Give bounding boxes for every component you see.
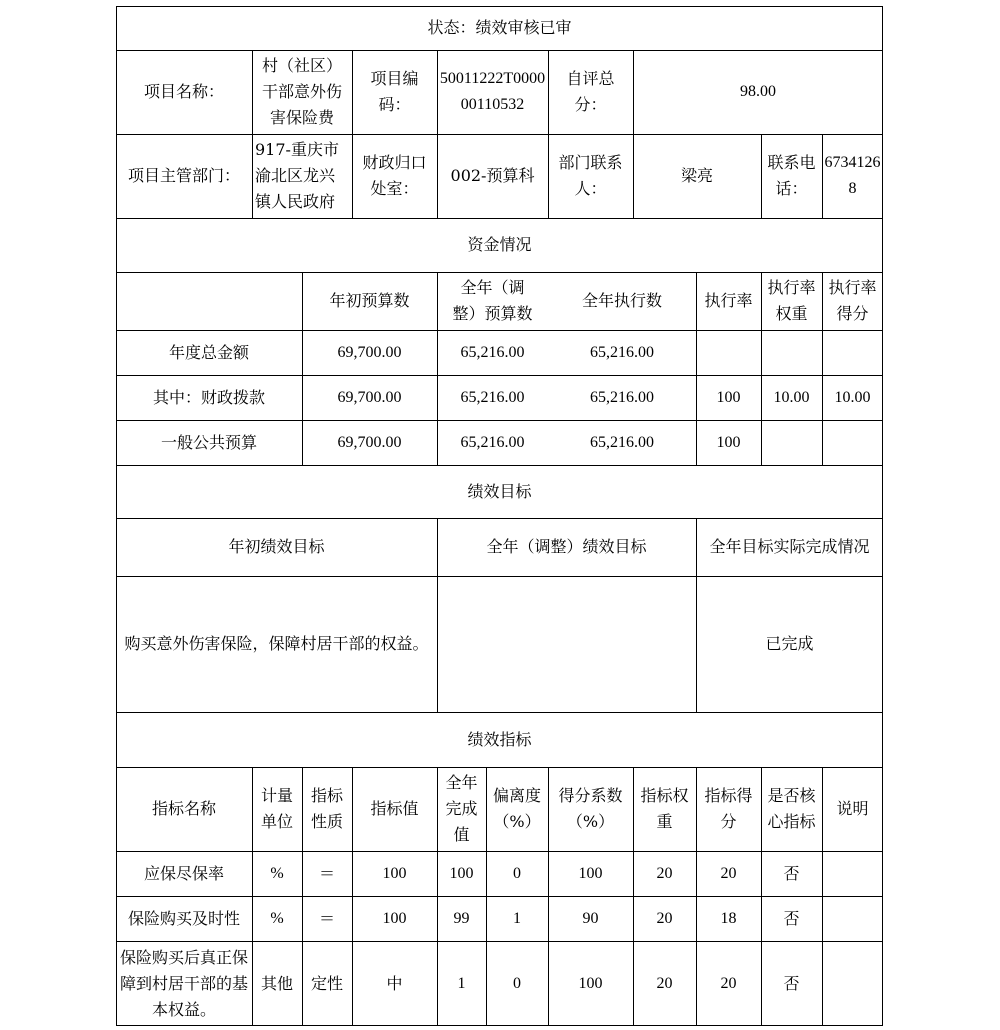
funds-cell	[696, 330, 761, 375]
goal-adjusted-value	[437, 576, 696, 712]
indicator-header: 指标权重	[640, 786, 689, 831]
indicator-header: 指标性质	[310, 786, 343, 831]
indicator-cell: 0	[513, 974, 521, 992]
indicator-header: 是否核心指标	[767, 786, 816, 831]
indicator-cell: 否	[783, 908, 800, 928]
indicator-cell: 否	[783, 973, 800, 993]
department-value: 917-重庆市渝北区龙兴镇人民政府	[255, 140, 339, 211]
funds-header-weight: 执行率权重	[767, 278, 816, 323]
funds-cell: 65,216.00	[590, 343, 654, 361]
indicator-cell: 定性	[310, 973, 343, 993]
contact-value: 梁亮	[680, 166, 713, 185]
indicator-name: 应保尽保率	[143, 863, 224, 883]
indicator-cell: %	[270, 909, 284, 927]
indicators-section-title: 绩效指标	[467, 729, 532, 749]
goals-header-initial: 年初绩效目标	[228, 537, 325, 556]
indicator-cell: ＝	[318, 863, 335, 883]
indicator-header: 偏离度（%）	[492, 786, 541, 831]
funds-header-executed: 全年执行数	[581, 291, 662, 310]
indicator-header: 得分系数（%）	[558, 786, 623, 831]
funds-row-label: 年度总金额	[168, 342, 249, 362]
funds-row-label: 一般公共预算	[160, 432, 257, 452]
indicator-cell: 99	[453, 909, 470, 927]
indicator-cell	[822, 851, 883, 896]
funds-cell: 65,216.00	[590, 433, 654, 451]
funds-row-label: 其中：财政拨款	[152, 387, 265, 407]
indicator-cell: 中	[386, 973, 403, 993]
funds-cell: 100	[716, 433, 741, 451]
funds-cell	[822, 330, 883, 375]
indicator-name: 保险购买后真正保障到村居干部的基本权益。	[119, 947, 248, 1019]
funds-header-initial: 年初预算数	[329, 291, 410, 310]
self-score-label: 自评总分：	[566, 69, 615, 114]
indicator-cell: 其他	[260, 973, 293, 993]
project-name-value: 村（社区）干部意外伤害保险费	[261, 56, 342, 127]
funds-cell	[822, 420, 883, 465]
funds-section-title: 资金情况	[467, 235, 532, 254]
finance-office-value: 002-预算科	[450, 166, 535, 185]
indicator-cell: 1	[457, 974, 466, 992]
funds-cell: 69,700.00	[337, 388, 402, 406]
indicator-cell: 20	[720, 864, 737, 882]
goals-header-adjusted: 全年（调整）绩效目标	[486, 537, 647, 556]
funds-cell	[761, 420, 822, 465]
self-score-value: 98.00	[740, 83, 776, 100]
indicator-cell: 100	[578, 974, 603, 992]
indicator-cell: 100	[449, 864, 474, 882]
indicator-cell: 20	[720, 974, 737, 992]
funds-cell: 10.00	[834, 388, 871, 406]
indicator-cell: 100	[382, 909, 407, 927]
indicator-header: 全年完成值	[445, 773, 478, 844]
funds-cell: 65,216.00	[460, 343, 525, 361]
indicator-cell	[822, 896, 883, 941]
indicator-cell: 18	[720, 909, 737, 927]
goal-initial-value: 购买意外伤害保险，保障村居干部的权益。	[124, 634, 429, 653]
goals-section-title: 绩效目标	[467, 481, 532, 501]
indicator-header: 计量单位	[260, 786, 293, 831]
indicator-cell: 90	[582, 909, 599, 927]
phone-value: 67341268	[824, 154, 881, 197]
indicator-header: 指标名称	[151, 799, 216, 818]
indicator-cell: 20	[656, 974, 673, 992]
indicator-header: 指标值	[370, 799, 419, 818]
funds-cell: 100	[716, 388, 741, 406]
indicator-cell: ＝	[318, 908, 335, 928]
indicator-cell	[822, 941, 883, 1026]
funds-cell: 10.00	[773, 388, 810, 406]
finance-office-label: 财政归口处室：	[362, 153, 427, 198]
indicator-cell: 20	[656, 864, 673, 882]
indicator-name: 保险购买及时性	[127, 908, 240, 928]
indicator-cell: 20	[656, 909, 673, 927]
project-code-label: 项目编码：	[370, 69, 419, 114]
indicator-cell: 100	[578, 864, 603, 882]
funds-header-adjusted: 全年（调整）预算数	[452, 278, 533, 323]
phone-label: 联系电话：	[767, 153, 816, 198]
funds-cell: 65,216.00	[590, 388, 654, 406]
funds-cell: 65,216.00	[460, 388, 525, 406]
funds-header-score: 执行率得分	[828, 278, 877, 323]
indicator-cell: 0	[513, 864, 521, 882]
funds-cell: 69,700.00	[337, 433, 402, 451]
indicator-header: 说明	[836, 799, 869, 818]
department-label: 项目主管部门：	[127, 166, 240, 185]
indicator-cell: %	[270, 864, 284, 882]
funds-header-rate: 执行率	[704, 291, 753, 310]
contact-label: 部门联系人：	[558, 153, 623, 198]
indicator-cell: 否	[783, 863, 800, 883]
funds-cell: 65,216.00	[460, 433, 525, 451]
indicator-cell: 100	[382, 864, 407, 882]
status-title: 状态：绩效审核已审	[427, 18, 572, 37]
funds-cell	[761, 330, 822, 375]
goals-header-actual: 全年目标实际完成情况	[709, 537, 870, 556]
project-name-label: 项目名称：	[143, 82, 224, 101]
project-code-value: 50011222T000000110532	[439, 70, 546, 113]
indicator-header: 指标得分	[704, 786, 753, 831]
goal-actual-value: 已完成	[765, 634, 814, 653]
indicator-cell: 1	[513, 909, 521, 927]
performance-evaluation-table	[116, 6, 883, 1026]
funds-cell: 69,700.00	[337, 343, 402, 361]
